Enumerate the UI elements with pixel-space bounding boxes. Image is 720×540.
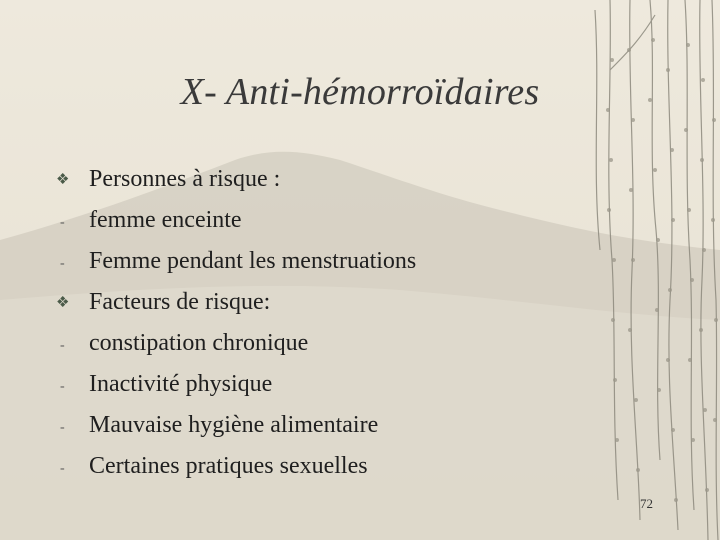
slide-title: X- Anti-hémorroïdaires	[180, 71, 540, 113]
bullet-item	[56, 365, 616, 406]
bullet-item	[56, 324, 616, 365]
bullet-item	[56, 406, 616, 447]
bullet-item	[56, 160, 616, 201]
bullet-text: Femme pendant les menstruations	[89, 248, 417, 274]
bullet-text: Inactivité physique	[89, 371, 273, 397]
bullet-text: Mauvaise hygiène alimentaire	[89, 412, 379, 438]
four-petal-diamond-icon: ❖	[56, 295, 70, 311]
dash-icon: -	[60, 379, 65, 394]
bullet-text: Personnes à risque :	[89, 166, 281, 192]
bullet-text: Certaines pratiques sexuelles	[89, 453, 368, 479]
four-petal-diamond-icon: ❖	[56, 172, 70, 188]
bullet-item	[56, 242, 616, 283]
dash-icon: -	[60, 256, 65, 271]
bullet-item	[56, 283, 616, 324]
bullet-text: constipation chronique	[89, 330, 309, 356]
dash-icon: -	[60, 461, 65, 476]
bullet-item	[56, 447, 616, 488]
dash-icon: -	[60, 338, 65, 353]
bullet-text: Facteurs de risque:	[89, 289, 271, 315]
bullet-item	[56, 201, 616, 242]
bullet-list	[56, 160, 616, 488]
dash-icon: -	[60, 420, 65, 435]
page-number: 72	[640, 496, 653, 511]
dash-icon: -	[60, 215, 65, 230]
bullet-text: femme enceinte	[89, 207, 242, 233]
